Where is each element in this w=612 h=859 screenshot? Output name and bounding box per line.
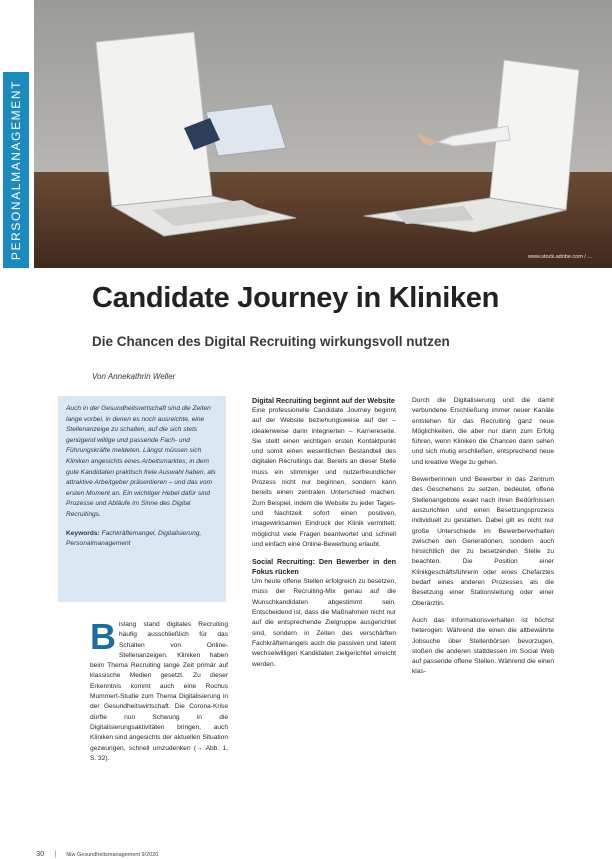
article-author: Von Annekathrin Weller [92,372,176,381]
abstract-text: Auch in der Gesundheitswirtschaft sind die Zeiten lange vorbei, in denen es noch ausreichte, eine Stellenanzeige zu schalten, auf die sich stets genügend willige und passende Fach- und Führungskräfte meldeten. Längst müssen sich Kliniken angesichts eines Arbeitsmarktes, in dem gute Kandidaten praktisch freie Auswahl haben, als attraktive Arbeitgeber präsentieren – und das vom ersten Moment an. Ein wichtiger Hebel dafür sind Prozesse und Abläufe im Sinne des Digital Recruitings. [66,405,216,518]
body-paragraph: Um heute offene Stellen erfolgreich zu besetzen, muss der Recruiting-Mix genau auf die Wunschkandidaten abgestimmt sein. Entscheidend ist, dass die Maßnahmen nicht nur auf die entsprechende Zielgruppe ausgerichtet sind, sondern in Zeiten des verschärften Fachkräftemangels auch die passiven und latent wechselwilligen Kandidaten zielgerichtet erreicht werden. [252,578,396,668]
page-footer [36,849,158,858]
keywords-list: Fachkräftemangel, Digitalisierung, Personalmanagement [66,529,202,548]
section-tab [3,72,29,268]
body-column-2 [252,396,396,677]
body-paragraph-text: islang stand digitales Recruiting häufig ausschließlich für das Schalten von Online-Stellenanzeigen. Kliniken haben beim Thema Recruiting lange Zeit primär auf klassische Medien gesetzt. Zu dieser Erkenntnis kommt auch eine Rochus Mummert-Studie zum Thema Digitalisierung in der Gesundheitswirtschaft. Die Corona-Krise dürfte nun Schwung in die Digitalisierungsaktivitäten bringen, auch Kliniken sind angesichts der aktuellen Situation gezwungen, schnell umzudenken (→ Abb. 1, S. 32). [90,621,228,762]
section-tab-label: PERSONALMANAGEMENT [9,79,23,261]
hero-photo-illustration [34,0,612,268]
body-paragraph: Auch das Informationsverhalten ist höchst heterogen: Während die einen die altbewährte Jobsuche über Stellenbörsen bevorzugen, stoßen die anderen stattdessen im Social Web auf passende offene Stellen. Während die einen klas- [412,616,554,676]
footer-divider: | [54,849,57,858]
keywords-label: Keywords: [66,529,100,537]
journal-name: f&w Gesundheitsmanagement 9/2020 [66,852,159,858]
hero-photo [34,0,612,268]
keywords-line [66,529,220,550]
body-paragraph: Bewerberinnen und Bewerber in das Zentrum des Geschehens zu setzen, bedeutet, offene Stellenangebote exakt nach ihren Bedürfnissen auszurichten und einen Besetzungsprozess individuell zu gestalten. Dabei gilt es nicht nur große Unterschiede im Bewerberverhalten zwischen den Generationen, sondern auch hinsichtlich der zu besetzenden Stelle zu beachten. Die Position einer Klinikgeschäftsführerin oder eines Chefarztes bedarf eines anderen Prozesses als die Besetzung einer Stationsleitung oder einer Oberärztin. [412,476,554,607]
body-column-3 [412,396,554,685]
body-paragraph: Durch die Digitalisierung und die damit verbundene Erschließung immer neuer Kanäle entstehen für das Recruiting ganz neue Möglichkeiten, die aber nur dann zum Erfolg führen, wenn Kliniken die Chancen darin sehen und sich mutig erschließen, entsprechend neue und kreative Wege zu gehen. [412,397,554,466]
page-number: 30 [36,849,45,858]
body-paragraph [90,616,228,764]
photo-credit: www.stock.adobe.com / ... [528,254,592,260]
section-heading: Social Recruiting: Den Bewerber in den Fokus rücken [252,557,396,577]
abstract-box [58,396,226,602]
article-subtitle: Die Chancen des Digital Recruiting wirkungsvoll nutzen [92,334,450,349]
drop-cap: B [90,616,116,657]
article-title: Candidate Journey in Kliniken [92,282,500,314]
body-column-1 [90,616,228,771]
body-paragraph: Eine professionelle Candidate Journey beginnt auf der Website beziehungsweise auf der – idealerweise darin integrierten – Karriereseite. Sie stellt einen wichtigen ersten Kontaktpunkt und somit einen wesentlichen Bestandteil des digitalen Recruitings dar. Bereits an dieser Stelle muss ein stimmiger und nutzerfreundlicher Prozess nicht nur beginnen, sondern kann bereits einen zentralen Unterschied machen. Zum Beispiel, indem die Website zu jeder Tages- und Nachtzeit sofort einen positiven, imagewirksamen Eindruck der Klinik vermittelt, möglichst viele Fragen beantwortet und schnell und einfach eine Online-Bewerbung erlaubt. [252,407,396,548]
section-heading: Digital Recruiting beginnt auf der Website [252,396,395,405]
